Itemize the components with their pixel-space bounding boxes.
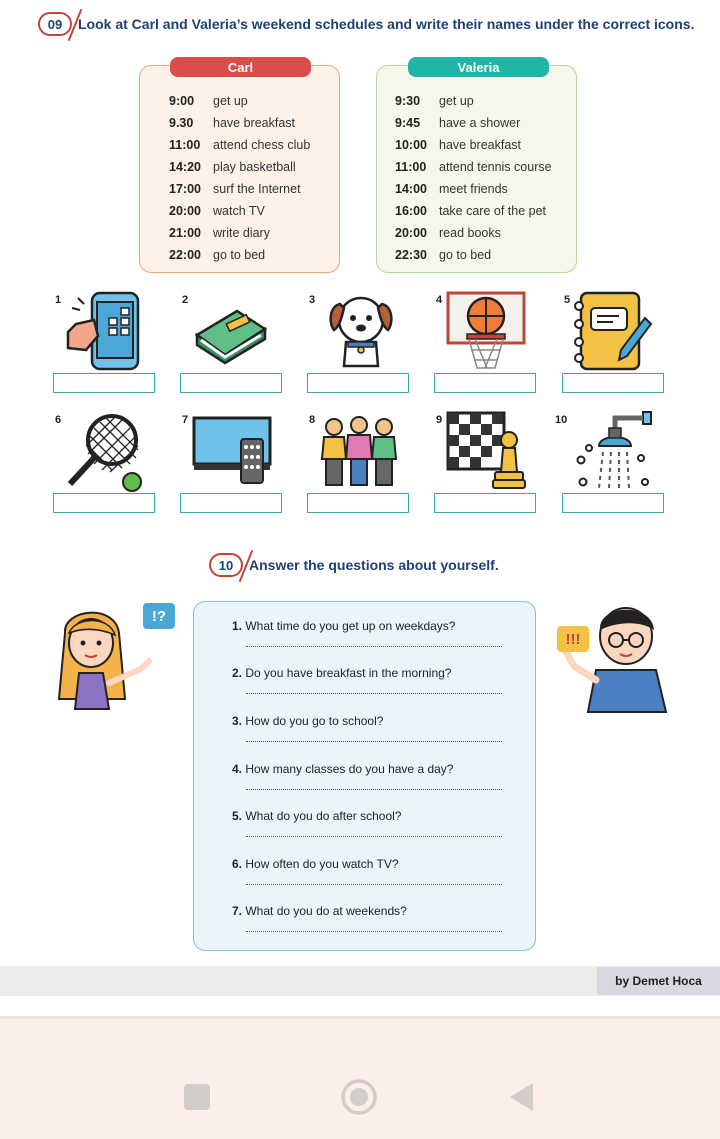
activity: take care of the pet	[439, 204, 547, 218]
schedule-row	[377, 112, 576, 134]
schedule-row	[140, 200, 339, 222]
question-text: Do you have breakfast in the morning?	[245, 666, 452, 680]
boy-speech-bubble: !!!	[557, 626, 589, 652]
question-4	[232, 762, 453, 776]
schedule-row	[377, 134, 576, 156]
friends-group-icon	[318, 415, 400, 487]
time: 17:00	[169, 182, 201, 196]
valeria-schedule-card	[376, 59, 577, 273]
schedule-row	[377, 156, 576, 178]
time: 20:00	[169, 204, 201, 218]
schedule-row	[140, 112, 339, 134]
answer-box-6[interactable]	[53, 493, 155, 513]
answer-line-3[interactable]	[246, 741, 502, 742]
question-number: 5.	[232, 809, 243, 823]
basketball-hoop-icon	[445, 290, 527, 372]
schedule-row	[140, 90, 339, 112]
question-3	[232, 714, 383, 728]
activity: have breakfast	[439, 138, 521, 152]
time: 14:20	[169, 160, 201, 174]
activity: get up	[213, 94, 248, 108]
time: 22:30	[395, 248, 427, 262]
home-icon[interactable]	[340, 1078, 378, 1116]
question-7	[232, 904, 407, 918]
section-title: Answer the questions about yourself.	[249, 557, 499, 573]
answer-box-2[interactable]	[180, 373, 282, 393]
question-text: How do you go to school?	[245, 714, 384, 728]
section-number: 10	[209, 553, 243, 577]
schedule-row	[377, 244, 576, 266]
schedule-row	[377, 222, 576, 244]
answer-line-1[interactable]	[246, 646, 502, 647]
answer-line-6[interactable]	[246, 884, 502, 885]
question-number: 3.	[232, 714, 243, 728]
section-title: Look at Carl and Valeria’s weekend schedules and write their names under the correct icons.	[78, 16, 695, 32]
icon-number-7: 7	[182, 414, 189, 426]
question-text: How many classes do you have a day?	[245, 762, 454, 776]
schedule-row	[377, 200, 576, 222]
schedule-row	[140, 156, 339, 178]
answer-box-10[interactable]	[562, 493, 664, 513]
question-text: What do you do after school?	[245, 809, 402, 823]
icon-number-10: 10	[555, 414, 568, 426]
question-number: 4.	[232, 762, 243, 776]
icon-number-3: 3	[309, 294, 316, 306]
back-icon[interactable]	[507, 1081, 535, 1113]
question-6	[232, 857, 399, 871]
icon-number-5: 5	[564, 294, 571, 306]
answer-line-4[interactable]	[246, 789, 502, 790]
time: 9.30	[169, 116, 194, 130]
time: 14:00	[395, 182, 427, 196]
activity: go to bed	[439, 248, 492, 262]
time: 16:00	[395, 204, 427, 218]
answer-box-1[interactable]	[53, 373, 155, 393]
question-1	[232, 619, 455, 633]
schedule-row	[140, 178, 339, 200]
icon-number-8: 8	[309, 414, 316, 426]
question-text: What do you do at weekends?	[245, 904, 407, 918]
answer-box-4[interactable]	[434, 373, 536, 393]
activity: read books	[439, 226, 501, 240]
carl-schedule-card	[139, 59, 340, 273]
schedule-row	[377, 90, 576, 112]
tennis-racket-icon	[64, 410, 146, 492]
activity: attend tennis course	[439, 160, 552, 174]
time: 9:00	[169, 94, 195, 108]
shower-icon	[571, 408, 655, 492]
time: 9:30	[395, 94, 421, 108]
answer-box-9[interactable]	[434, 493, 536, 513]
question-number: 6.	[232, 857, 243, 871]
section-10-heading	[209, 553, 499, 577]
television-icon	[191, 415, 273, 487]
icon-number-6: 6	[55, 414, 62, 426]
activity: watch TV	[213, 204, 265, 218]
book-icon	[193, 305, 269, 365]
valeria-name-label: Valeria	[408, 57, 549, 77]
activity: surf the Internet	[213, 182, 301, 196]
icon-number-2: 2	[182, 294, 189, 306]
question-text: What time do you get up on weekdays?	[245, 619, 456, 633]
time: 20:00	[395, 226, 427, 240]
question-text: How often do you watch TV?	[245, 857, 399, 871]
girl-speech-bubble: !?	[143, 603, 175, 629]
recent-apps-icon[interactable]	[183, 1083, 211, 1111]
questions-box	[193, 601, 536, 951]
time: 11:00	[169, 138, 201, 152]
question-5	[232, 809, 401, 823]
activity: write diary	[213, 226, 270, 240]
time: 21:00	[169, 226, 201, 240]
answer-box-7[interactable]	[180, 493, 282, 513]
time: 11:00	[395, 160, 427, 174]
icon-number-9: 9	[436, 414, 443, 426]
icon-number-1: 1	[55, 294, 62, 306]
section-number: 09	[38, 12, 72, 36]
activity: play basketball	[213, 160, 296, 174]
answer-line-2[interactable]	[246, 693, 502, 694]
author-credit: by Demet Hoca	[597, 967, 720, 995]
time: 10:00	[395, 138, 427, 152]
answer-box-3[interactable]	[307, 373, 409, 393]
schedule-row	[140, 222, 339, 244]
activity: have breakfast	[213, 116, 295, 130]
carl-name-label: Carl	[170, 57, 311, 77]
time: 22:00	[169, 248, 201, 262]
answer-line-7[interactable]	[246, 931, 502, 932]
chess-icon	[445, 410, 527, 492]
schedule-row	[140, 244, 339, 266]
activity: go to bed	[213, 248, 266, 262]
schedule-row	[377, 178, 576, 200]
activity: have a shower	[439, 116, 521, 130]
smartphone-icon	[64, 290, 144, 372]
question-2	[232, 666, 451, 680]
activity: get up	[439, 94, 474, 108]
schedule-row	[140, 134, 339, 156]
system-navigation-bar	[0, 1016, 720, 1139]
activity: attend chess club	[213, 138, 311, 152]
answer-box-8[interactable]	[307, 493, 409, 513]
time: 9:45	[395, 116, 421, 130]
section-9-heading	[38, 12, 694, 36]
dog-icon	[326, 290, 396, 372]
question-number: 1.	[232, 619, 243, 633]
answer-line-5[interactable]	[246, 836, 502, 837]
boy-character-illustration	[560, 600, 672, 718]
question-number: 2.	[232, 666, 243, 680]
activity: meet friends	[439, 182, 508, 196]
icon-number-4: 4	[436, 294, 443, 306]
answer-box-5[interactable]	[562, 373, 664, 393]
question-number: 7.	[232, 904, 243, 918]
diary-notebook-icon	[571, 290, 653, 372]
